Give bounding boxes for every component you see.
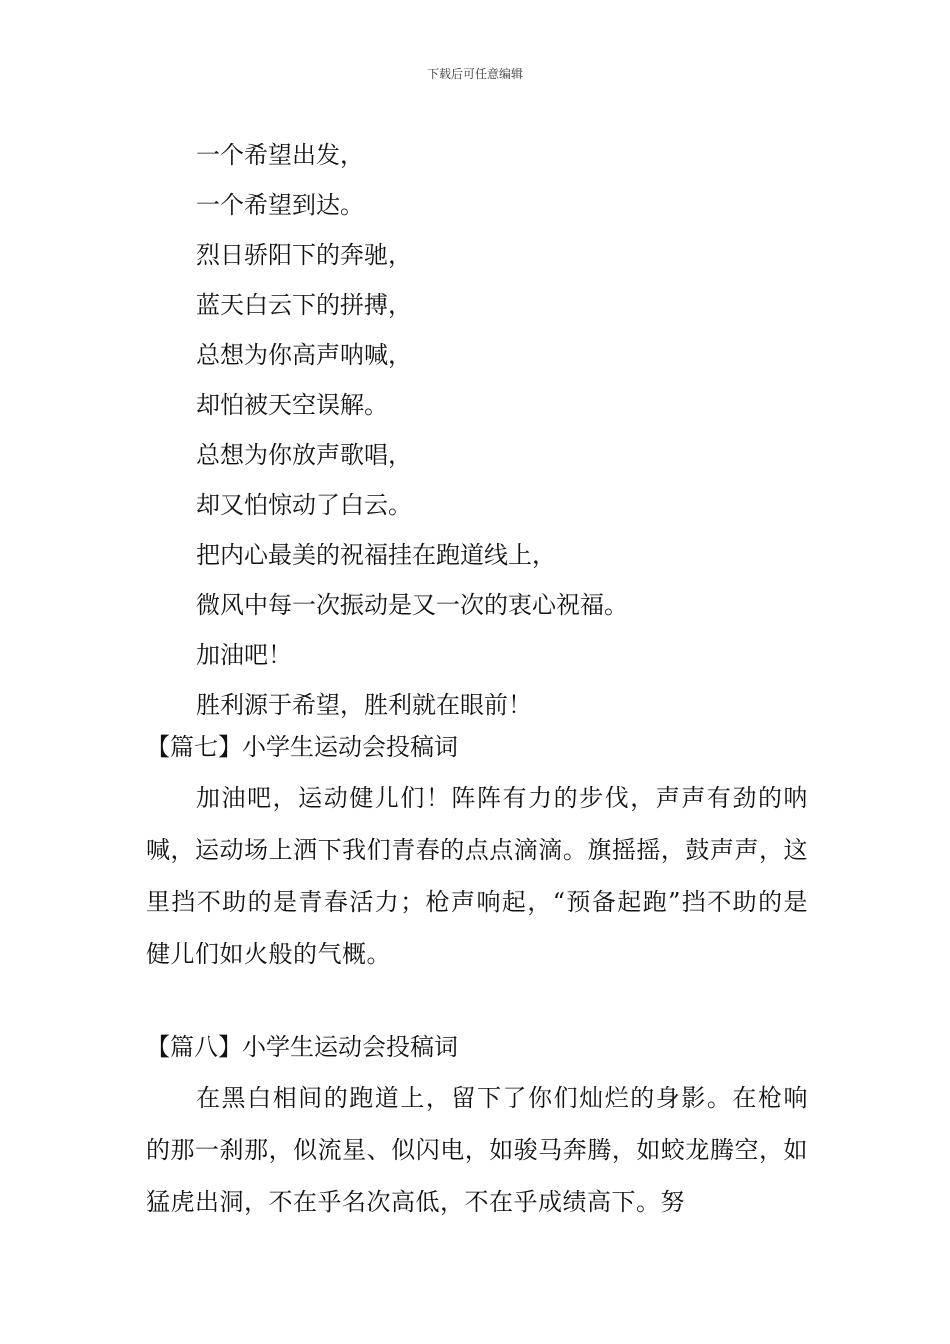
poem-line: 却怕被天空误解。 [196,391,388,419]
section-heading: 【篇七】小学生运动会投稿词 [146,733,458,761]
section-body: 在黑白相间的跑道上，留下了你们灿烂的身影。在枪响的那一刹那，似流星、似闪电，如骏马奔腾，如蛟龙腾空，如猛虎出洞，不在乎名次高低，不在乎成绩高下。努 [146,1084,808,1216]
poem-line: 蓝天白云下的拼搏， [196,291,412,319]
poem-line: 胜利源于希望，胜利就在眼前！ [196,691,532,719]
page-header-note: 下载后可任意编辑 [426,67,523,81]
section-heading: 【篇八】小学生运动会投稿词 [146,1033,458,1061]
poem-line: 总想为你高声呐喊， [196,341,412,369]
poem-line: 烈日骄阳下的奔驰， [196,241,412,269]
section-seven [146,722,808,980]
section-body: 加油吧，运动健儿们！阵阵有力的步伐，声声有劲的呐喊，运动场上洒下我们青春的点点滴滴。旗摇摇，鼓声声，这里挡不助的是青春活力；枪声响起，“预备起跑”挡不助的是健儿们如火般的气概。 [146,784,808,968]
poem-line: 把内心最美的祝福挂在跑道线上， [196,541,556,569]
poem [196,130,628,730]
poem-line: 却又怕惊动了白云。 [196,491,412,519]
poem-line: 总想为你放声歌唱， [196,441,412,469]
poem-line: 一个希望出发， [196,141,364,169]
poem-line: 一个希望到达。 [196,191,364,219]
poem-line: 加油吧！ [196,641,292,669]
poem-line: 微风中每一次振动是又一次的衷心祝福。 [196,591,628,619]
section-eight [146,1022,808,1228]
